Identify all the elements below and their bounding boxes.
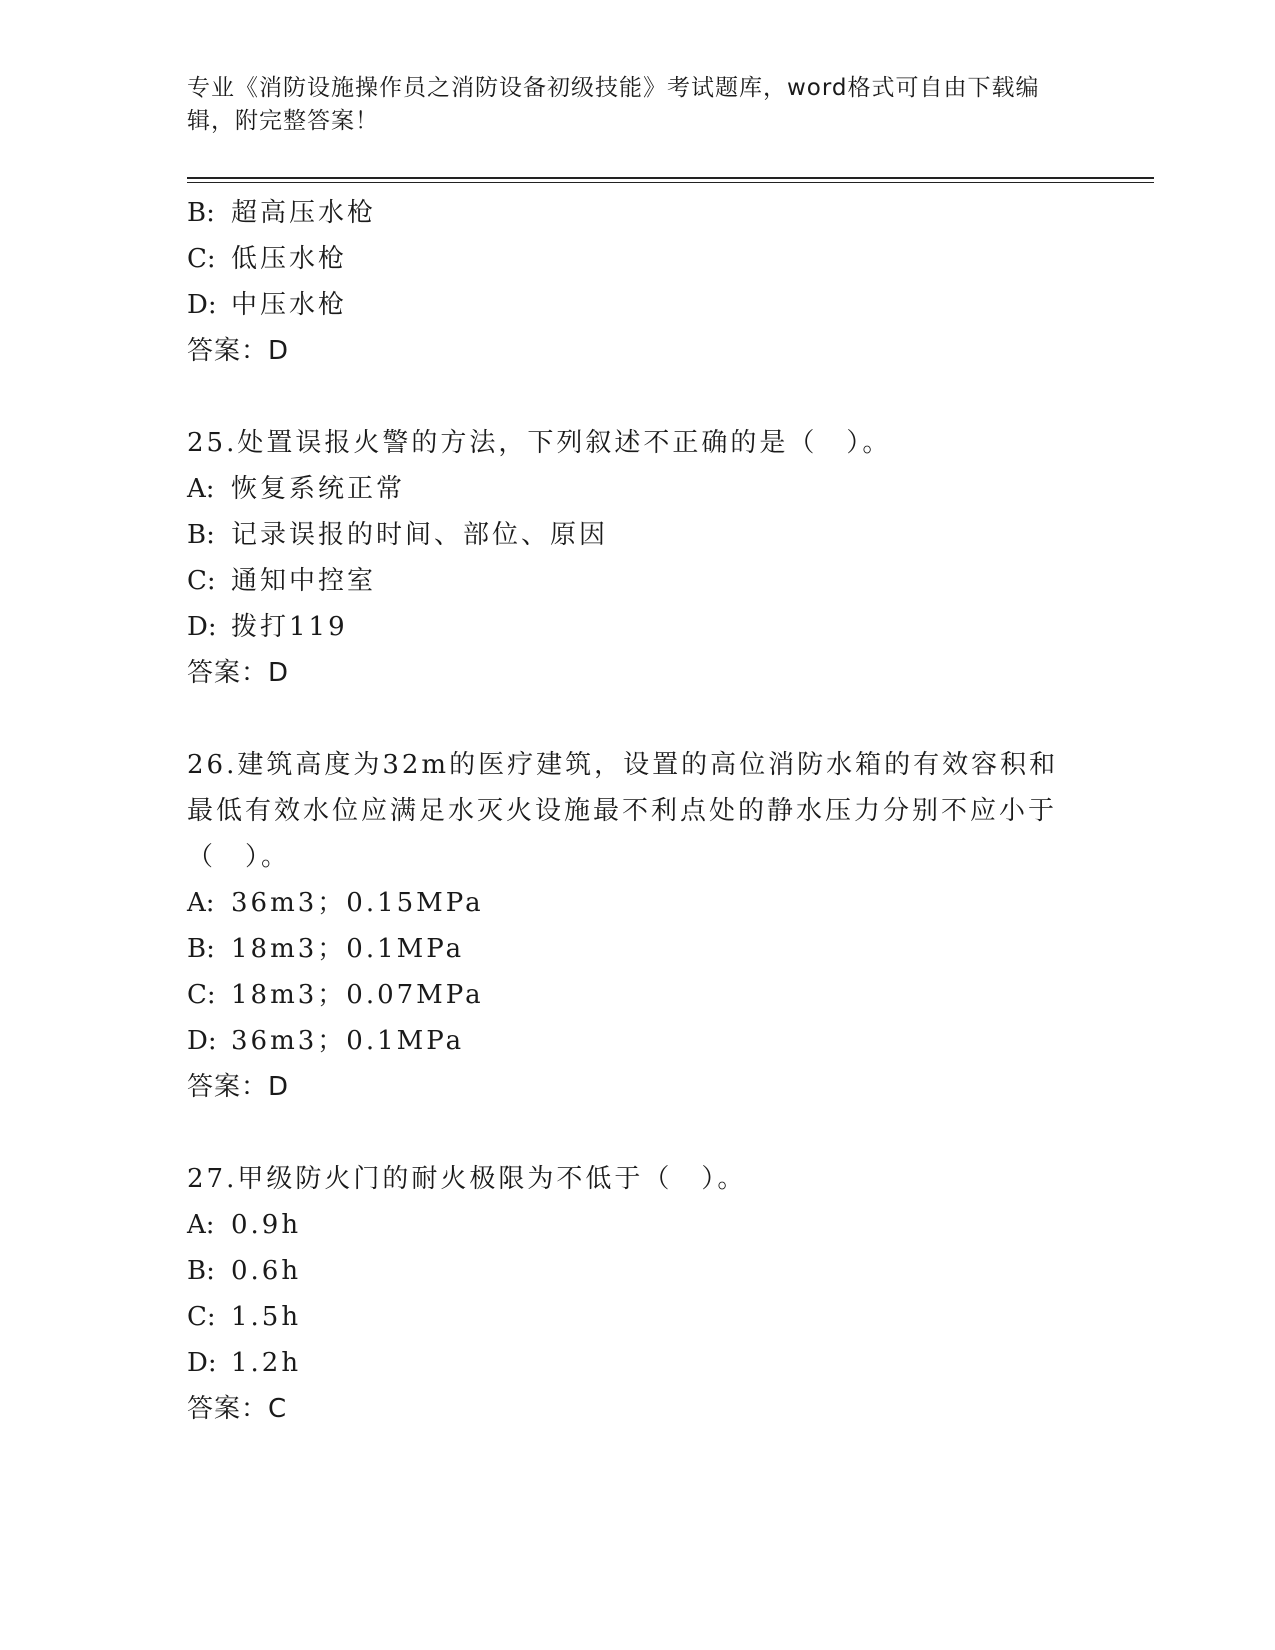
option-a: A: 恢复系统正常 [187, 474, 406, 504]
answer: 答案：D [187, 336, 290, 366]
question-text: 27.甲级防火门的耐火极限为不低于（ ）。 [187, 1164, 747, 1194]
header-rule-thick [187, 177, 1154, 179]
option-a: A: 36m3；0.15MPa [187, 888, 484, 918]
option-c: C: 1.5h [187, 1302, 302, 1332]
answer: 答案：D [187, 1072, 290, 1102]
option-c: C: 18m3；0.07MPa [187, 980, 484, 1010]
option-d: D: 中压水枪 [187, 290, 348, 320]
option-d: D: 拨打119 [187, 612, 348, 642]
option-b: B: 超高压水枪 [187, 198, 377, 228]
question-text: 25.处置误报火警的方法，下列叙述不正确的是（ ）。 [187, 428, 892, 458]
question-list [187, 190, 1087, 1478]
question-fragment [187, 190, 1087, 374]
option-a: A: 0.9h [187, 1210, 302, 1240]
question-text: 26.建筑高度为32m的医疗建筑，设置的高位消防水箱的有效容积和最低有效水位应满足水灭火设施最不利点处的静水压力分别不应小于（ ）。 [187, 750, 1059, 872]
option-c: C: 通知中控室 [187, 566, 377, 596]
option-d: D: 36m3；0.1MPa [187, 1026, 465, 1056]
option-c: C: 低压水枪 [187, 244, 348, 274]
option-b: B: 18m3；0.1MPa [187, 934, 465, 964]
question-25 [187, 420, 1087, 696]
answer: 答案：C [187, 1394, 288, 1424]
question-27 [187, 1156, 1087, 1432]
answer: 答案：D [187, 658, 290, 688]
question-26 [187, 742, 1087, 1110]
document-header: 专业《消防设施操作员之消防设备初级技能》考试题库，word格式可自由下载编辑，附完整答案！ [187, 75, 1040, 134]
option-b: B: 0.6h [187, 1256, 302, 1286]
header-rule-thin [187, 182, 1154, 183]
option-b: B: 记录误报的时间、部位、原因 [187, 520, 609, 550]
option-d: D: 1.2h [187, 1348, 302, 1378]
